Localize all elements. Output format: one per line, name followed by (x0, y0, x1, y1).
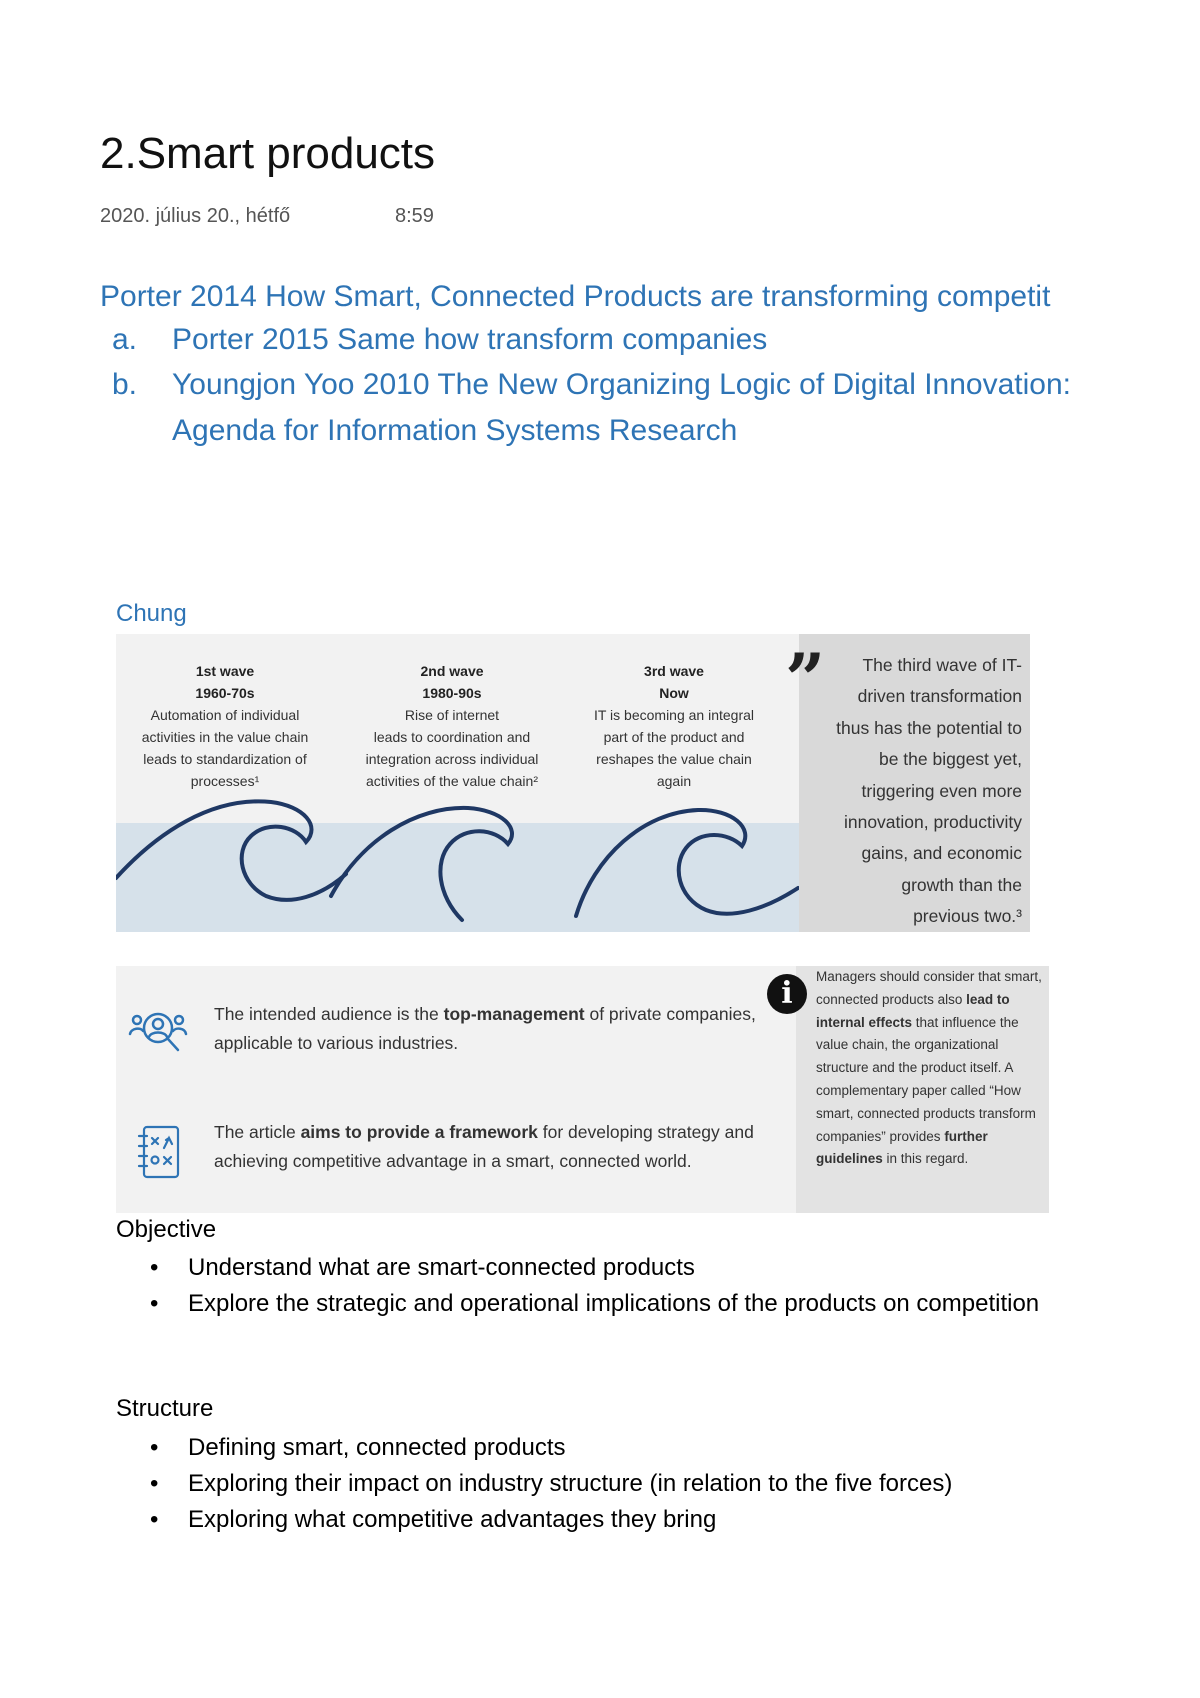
wave-text-line: Rise of internet (404, 707, 500, 723)
info-side-text-bold: lead to internal effects (816, 991, 1010, 1030)
wave-column-1 (125, 660, 325, 792)
page-title: 2.Smart products (100, 129, 436, 178)
wave-column-2 (352, 660, 552, 792)
wave-title: 3rd wave (644, 663, 704, 679)
wave-title: 1st wave (195, 663, 255, 679)
reference-item-a (0, 323, 1200, 363)
info-icon: i (767, 974, 807, 1014)
waves-figure (116, 634, 1030, 932)
wave-2-curve (331, 808, 512, 920)
info-side-text-bold: further guidelines (816, 1128, 988, 1167)
audience-magnifier-icon (128, 1004, 188, 1062)
audience-text-part: of private companies, applicable to various industries. (214, 1004, 756, 1053)
wave-period: Now (659, 685, 689, 701)
wave-period: 1980-90s (422, 685, 482, 701)
wave-text-line: activities of the value chain² (366, 773, 538, 789)
wave-text-line: again (656, 773, 692, 789)
audience-text-part: The intended audience is the (214, 1004, 444, 1024)
wave-period: 1960-70s (195, 685, 255, 701)
list-item (116, 1430, 1088, 1466)
list-item-text: Understand what are smart-connected products (188, 1254, 695, 1281)
wave-text-line: Automation of individual (150, 707, 300, 723)
info-figure (116, 966, 1049, 1213)
reference-letter: a. (112, 323, 138, 356)
page-time: 8:59 (395, 205, 434, 227)
reference-text: Agenda for Information Systems Research (172, 414, 738, 447)
bullet-icon: • (150, 1470, 159, 1497)
reference-letter: b. (112, 368, 138, 401)
wave-text-line: leads to standardization of (143, 751, 307, 767)
aims-text-bold: aims to provide a framework (300, 1122, 538, 1142)
objective-label: Objective (116, 1216, 217, 1243)
objective-list (116, 1250, 1088, 1322)
reference-item-b (0, 368, 1200, 408)
structure-label: Structure (116, 1395, 214, 1422)
list-item-text: Exploring what competitive advantages they bring (188, 1506, 717, 1533)
wave-text-line: leads to coordination and (373, 729, 531, 745)
wave-text-line: processes¹ (190, 773, 260, 789)
reference-text: Porter 2015 Same how transform companies (172, 323, 768, 356)
aims-text-part: The article (214, 1122, 301, 1142)
bullet-icon: • (150, 1434, 159, 1461)
info-side-text (816, 966, 1044, 1171)
reference-text: Youngjon Yoo 2010 The New Organizing Logic of Digital Innovation: (172, 368, 1071, 401)
wave-column-3 (574, 660, 774, 792)
quote-text: The third wave of IT-driven transformation thus has the potential to be the biggest yet, triggering even more innovation, productivity gains, and economic growth than the previous two.³ (836, 655, 1022, 927)
aims-text (214, 1118, 789, 1176)
list-item (116, 1466, 1088, 1502)
wave-text-line: integration across individual (365, 751, 539, 767)
quote-mark-icon: ” (785, 638, 826, 721)
audience-text (214, 1000, 789, 1058)
bullet-icon: • (150, 1506, 159, 1533)
wave-text-line: reshapes the value chain (596, 751, 752, 767)
bullet-icon: • (150, 1254, 159, 1281)
list-item (116, 1250, 1088, 1286)
chung-label: Chung (116, 600, 187, 627)
list-item-text: Defining smart, connected products (188, 1434, 566, 1461)
structure-list (116, 1430, 1088, 1538)
wave-3-curve (576, 810, 798, 916)
list-item-text: Exploring their impact on industry structure (in relation to the five forces) (188, 1470, 953, 1497)
list-item-text: Explore the strategic and operational implications of the products on competition (188, 1290, 1040, 1317)
aims-text-part: for developing strategy and achieving competitive advantage in a smart, connected world. (214, 1122, 754, 1171)
wave-text-line: activities in the value chain (141, 729, 309, 745)
info-side-text-part: in this regard. (882, 1151, 969, 1167)
audience-text-bold: top-management (443, 1004, 585, 1024)
strategy-notebook-icon (136, 1124, 182, 1180)
wave-text-line: part of the product and (603, 729, 745, 745)
page-date: 2020. július 20., hétfő (100, 205, 291, 227)
info-side-text-part: Managers should consider that smart, connected products also (816, 969, 1042, 1007)
wave-1-curve (116, 801, 346, 900)
bullet-icon: • (150, 1290, 159, 1317)
wave-title: 2nd wave (420, 663, 484, 679)
quote-panel (785, 634, 1030, 932)
wave-text-line: IT is becoming an integral (593, 707, 755, 723)
reference-main: Porter 2014 How Smart, Connected Products are transforming competit (100, 280, 1051, 313)
list-item (116, 1502, 1088, 1538)
reference-item-b-continued (0, 414, 1200, 454)
info-side-text-part: that influence the value chain, the organizational structure and the product itself. A complementary paper called “How smart, connected products transform companies” provides (816, 1014, 1036, 1144)
list-item (116, 1286, 1088, 1322)
